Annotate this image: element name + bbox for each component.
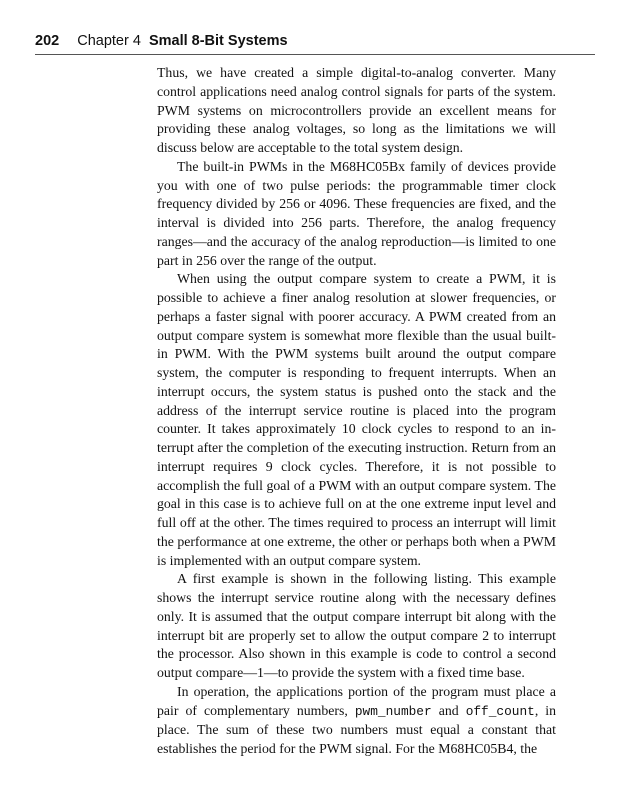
chapter-title: Small 8-Bit Systems	[148, 33, 288, 49]
paragraph-5-and: and	[438, 702, 459, 718]
paragraph-4: A first example is shown in the following listing. This example shows the interrupt service routine along with the necessary defines only. It is assumed that the output compare interrupt bit along with the interrupt bit are properly set to allow the output compare 2 to interrupt the processor. Also shown in this example is code to control a second output compare—1—to provide the system with a fixed time base.	[157, 571, 556, 680]
code-off-count: off_count	[465, 703, 535, 719]
running-header	[35, 28, 595, 55]
paragraph-1: Thus, we have created a simple digital-to-analog converter. Many control applications need analog control signals for parts of the system. PWM systems on microcontrollers provide an excellent means for providing these analog voltages, so long as the limitations we will discuss below are acceptable to the total system design.	[157, 65, 556, 155]
paragraph-5	[157, 683, 556, 759]
page-number: 202	[35, 33, 60, 49]
paragraph-2: The built-in PWMs in the M68HC05Bx family of devices provide you with one of two pulse periods: the programmable timer clock frequency divided by 256 or 4096. These frequencies are fixed, and the interval is divided into 256 parts. Therefore, the analog frequency ranges—and the accuracy of the analog reproduction—is limited to one part in 256 over the range of the output.	[157, 158, 556, 268]
code-pwm-number: pwm_number	[354, 703, 432, 719]
chapter-label: Chapter 4	[77, 33, 141, 49]
body-text	[157, 64, 556, 759]
paragraph-5-text-start: In operation, the applications portion of the program must place a pair of complementary numbers,	[157, 683, 556, 718]
paragraph-3: When using the output compare system to create a PWM, it is possible to achieve a finer analog resolution at slower frequencies, or perhaps a faster signal with poorer accuracy. A PWM created from an output compare system is somewhat more flexible than the usual built-in PWM. With the PWM systems built around the output compare system, the computer is responding to frequent interrupts. When an interrupt occurs, the system status is pushed onto the stack and the address of the interrupt service routine is placed into the program counter. It takes approximately 10 clock cycles to respond to an interrupt after the completion of the executing instruction. Return from an interrupt requires 9 clock cycles. Therefore, it is not possible to accomplish the full goal of a PWM with an output compare system. The goal in this case is to achieve full on at the one extreme input level and full off at the other. The times required to process an interrupt will limit the performance at one extreme, the other or perhaps both when a PWM is implemented with an output compare system.	[157, 271, 556, 568]
paragraph-5-text-end: , in place. The sum of these two numbers must equal a constant that establishes the period for the PWM signal. For the M68HC05B4, the	[157, 702, 557, 756]
